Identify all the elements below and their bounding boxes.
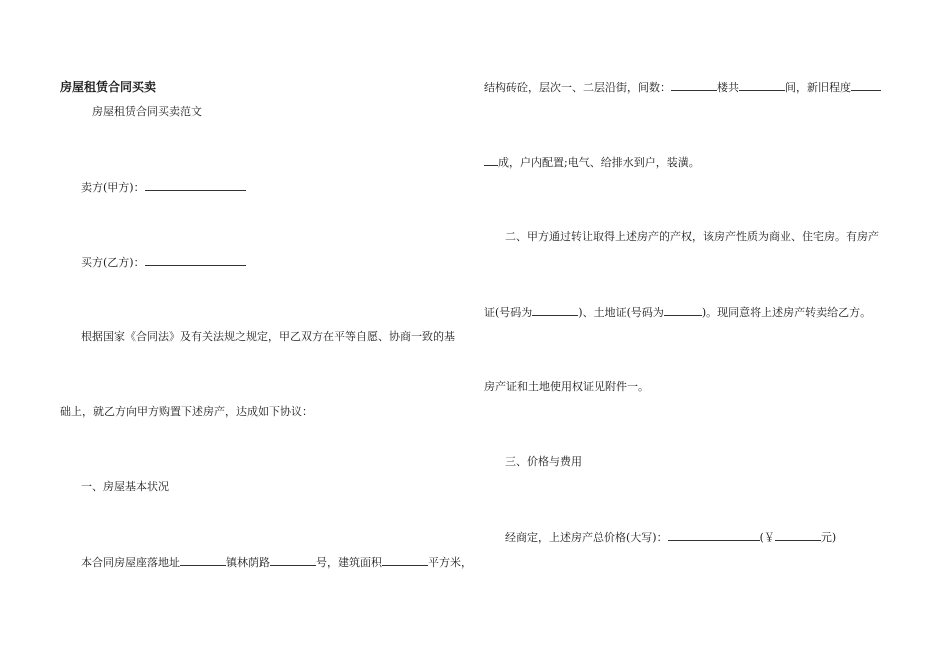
rooms-total-blank — [739, 80, 785, 91]
condition-label: 间，新旧程度 — [785, 81, 851, 94]
interior-line — [484, 155, 700, 170]
document-title: 房屋租赁合同买卖 — [60, 80, 157, 94]
address-label: 本合同房屋座落地址 — [81, 556, 180, 569]
seller-blank — [145, 180, 246, 191]
land-cert-blank — [664, 305, 702, 316]
property-cert-blank — [532, 305, 578, 316]
price-number-blank — [775, 530, 821, 541]
buyer-label: 买方(乙方)： — [81, 256, 145, 269]
area-label: 号，建筑面积 — [316, 556, 382, 569]
property-cert-label: 证(号码为 — [484, 306, 533, 319]
structure-text: 结构砖砼，层次一、二层沿街，间数： — [484, 81, 671, 94]
condition-blank — [851, 80, 881, 91]
road-label: 镇林荫路 — [226, 556, 270, 569]
price-words-blank — [668, 530, 760, 541]
transfer-text: )。现同意将上述房产转卖给乙方。 — [701, 306, 872, 319]
building-label: 楼共 — [717, 81, 739, 94]
section2-line-1: 二、甲方通过转让取得上述房产的产权，该房产性质为商业、住宅房。有房产 — [505, 230, 879, 243]
house-number-blank — [270, 555, 316, 566]
condition-blank-cont — [484, 155, 498, 166]
buyer-blank — [145, 255, 246, 266]
section1-paragraph-line — [81, 555, 472, 570]
section2-line-3: 房产证和土地使用权证见附件一。 — [484, 380, 649, 393]
price-yen-label: (￥ — [759, 531, 775, 544]
price-label: 经商定，上述房产总价格(大写)： — [505, 531, 668, 544]
area-unit: 平方米， — [428, 556, 472, 569]
area-blank — [382, 555, 428, 566]
address-blank — [180, 555, 226, 566]
price-line — [505, 530, 836, 545]
preamble-line-1: 根据国家《合同法》及有关法规之规定，甲乙双方在平等自愿、协商一致的基 — [81, 330, 455, 343]
rooms-count-blank — [671, 80, 717, 91]
section3-heading: 三、价格与费用 — [505, 455, 582, 468]
document-subtitle: 房屋租赁合同买卖范文 — [92, 105, 202, 118]
section1-heading: 一、房屋基本状况 — [81, 480, 169, 493]
certificate-line — [484, 305, 871, 320]
price-unit: 元) — [820, 531, 837, 544]
buyer-line — [81, 255, 246, 270]
land-cert-label: )、土地证(号码为 — [578, 306, 664, 319]
preamble-line-2: 础上，就乙方向甲方购置下述房产，达成如下协议： — [60, 405, 313, 418]
structure-line — [484, 80, 881, 95]
seller-label: 卖方(甲方)： — [81, 181, 145, 194]
seller-line — [81, 180, 246, 195]
interior-text: 成，户内配置;电气、给排水到户，装潢。 — [498, 156, 700, 169]
